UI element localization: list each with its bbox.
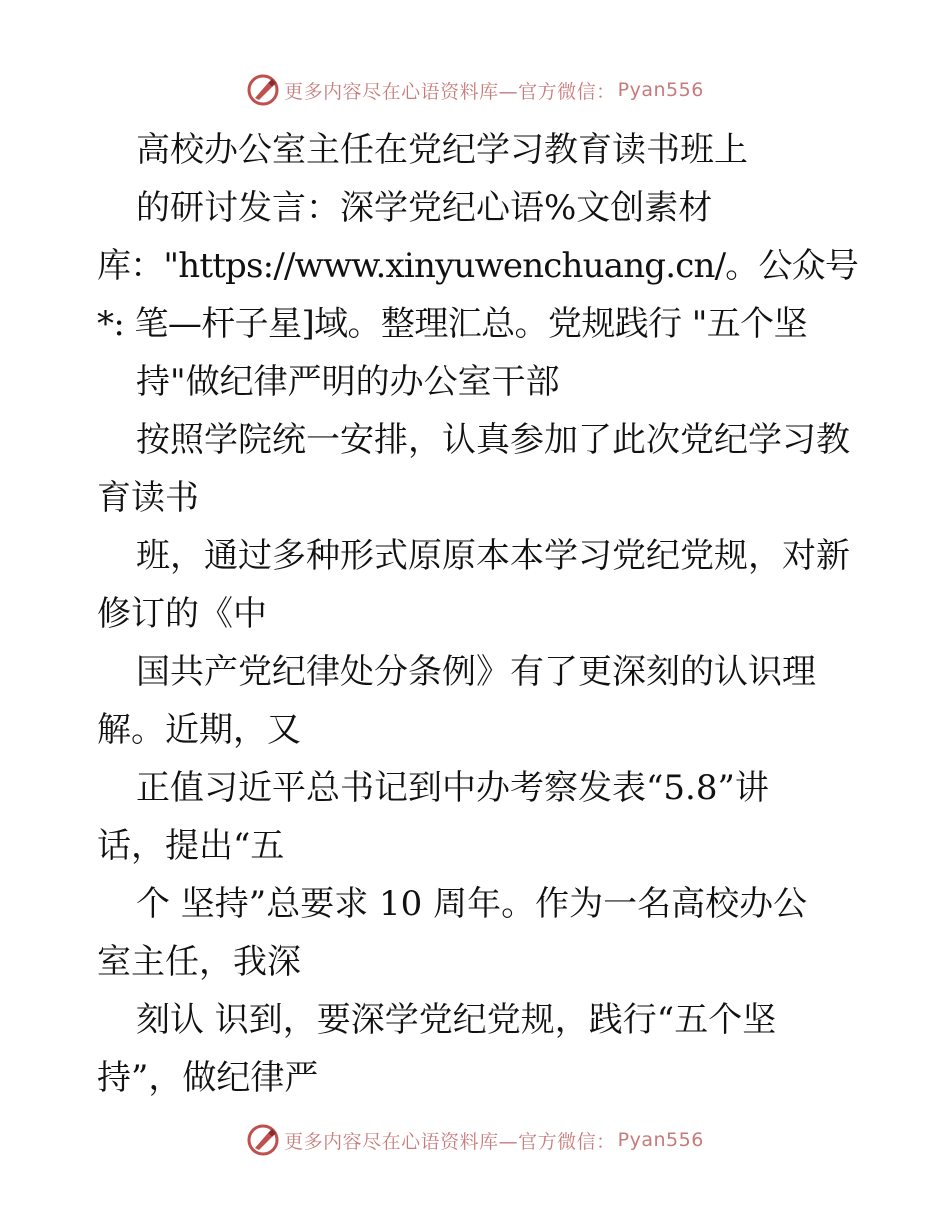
text-line: 刻认 识到，要深学党纪党规，践行“五个坚 [136,1000,777,1040]
text-line: 室主任，我深 [97,942,301,982]
text-line: 国共产党纪律处分条例》有了更深刻的认识理 [136,652,816,692]
text-line: 高校办公室主任在党纪学习教育读书班上 [136,130,748,170]
text-line: 按照学院统一安排，认真参加了此次党纪学习教 [136,420,850,460]
text-line: 库："https://www.xinyuwenchuang.cn/。公众号 [97,246,859,286]
text-line: 修订的《中 [97,594,267,634]
pen-nib-logo-icon [246,73,280,107]
watermark-wechat-id: Pyan556 [617,79,704,101]
text-line: 育读书 [97,478,199,518]
watermark-wechat-id: Pyan556 [617,1129,704,1151]
footer-watermark [0,1120,950,1160]
text-line: 持"做纪律严明的办公室干部 [136,362,560,402]
watermark-text: 更多内容尽在心语资料库—官方微信： [284,80,616,103]
text-line: 个 坚持”总要求 10 周年。作为一名高校办公 [136,884,808,924]
header-watermark [0,70,950,110]
text-line: 班，通过多种形式原原本本学习党纪党规，对新 [136,536,850,576]
text-line: 解。近期，又 [97,710,301,750]
text-line: 正值习近平总书记到中办考察发表“5.8”讲 [136,768,769,808]
pen-nib-logo-icon [246,1123,280,1157]
text-line: 持”，做纪律严 [97,1058,319,1098]
text-line: *: 笔—杆子星]域。整理汇总。党规践行 "五个坚 [97,304,807,344]
text-line: 话，提出“五 [97,826,285,866]
text-line: 的研讨发言：深学党纪心语%文创素材 [136,188,713,228]
watermark-text: 更多内容尽在心语资料库—官方微信： [284,1130,616,1153]
